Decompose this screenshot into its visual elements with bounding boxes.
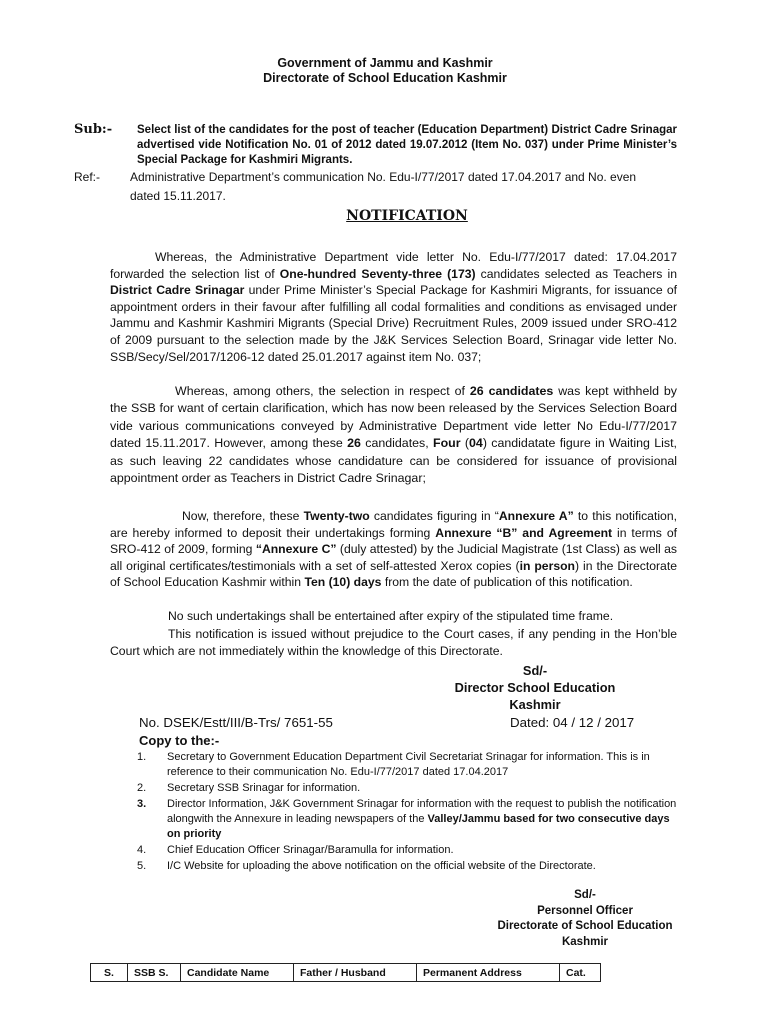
subject-text: Select list of the candidates for the post of teacher (Education Department) District Cadre Srinagar advertised vide Notification No. 01 of 2012 dated 19.07.2012 (Item No. 037) under Prime Minister’s Special Package for Kashmiri Migrants. [137,124,677,166]
table-header-row [91,964,601,982]
copy-to-list [137,750,682,875]
list-item: 5. I/C Website for uploading the above notification on the official website of the Directorate. [137,860,596,872]
signature-po-dept: Directorate of School Education [497,920,673,932]
annexure-table [90,963,601,982]
signature-director-place: Kashmir [509,697,561,712]
list-item: 4. Chief Education Officer Srinagar/Baramulla for information. [137,844,454,856]
table-header-cell: Cat. [560,964,601,982]
order-number: No. DSEK/Estt/III/B-Trs/ 7651-55 [139,715,333,730]
reference-label: Ref:- [74,170,101,184]
signature-director [420,662,650,713]
header-government: Government of Jammu and Kashmir [277,56,493,70]
table-header-cell: Permanent Address [417,964,560,982]
list-item: 3. Director Information, J&K Government Srinagar for information with the request to publish the notification alongwith the Annexure in leading newspapers of the Valley/Jammu based for two consecutive days on priority [137,798,677,840]
paragraph-2: Whereas, among others, the selection in respect of 26 candidates was kept withheld by the SSB for want of certain clarification, which has now been released by the Services Selection Board vide various communications conveyed by Administrative Department vide letter No Edu-I/77/2017 dated 15.11.2017. However, among these 26 candidates, Four (04) candidatate figure in Waiting List, as such leaving 22 candidates whose candidature can be considered for issuance of provisional appointment order as Teachers in District Cadre Srinagar; [110,384,677,486]
signature-po-title: Personnel Officer [537,904,633,917]
subject-label: Sub:- [74,122,113,137]
order-date: Dated: 04 / 12 / 2017 [510,715,635,730]
paragraph-1: Whereas, the Administrative Department vide letter No. Edu-I/77/2017 dated: 17.04.2017 forwarded the selection list of One-hundred Seventy-three (173) candidates selected as Teachers in District Cadre Srinagar under Prime Minister’s Special Package for Kashmiri Migrants, for issuance of appointment orders in their favour after fulfilling all codal formalities and conditions as envisaged under Jammu and Kashmir Kashmiri Migrants (Special Drive) Recruitment Rules, 2009 issued under SRO-412 of 2009 pursuant to the selection made by the J&K Services Selection Board, Srinagar vide letter No. SSB/Secy/Sel/2017/1206-12 dated 25.01.2017 against item No. 037; [110,250,677,364]
list-item: 1. Secretary to Government Education Department Civil Secretariat Srinagar for information. This is in reference to their communication No. Edu-I/77/2017 dated 17.04.2017 [137,751,650,778]
paragraph-4: No such undertakings shall be entertained after expiry of the stipulated time frame. [168,609,614,623]
signature-personnel-officer [470,888,700,950]
table-header-cell: S. [91,964,128,982]
table-header-cell: Father / Husband [294,964,417,982]
paragraph-3: Now, therefore, these Twenty-two candidates figuring in “Annexure A” to this notification, are hereby informed to deposit their undertakings forming Annexure “B” and Agreement in terms of SRO-412 of 2009, forming “Annexure C” (duly attested) by the Judicial Magistrate (1st Class) as well as all original certificates/testimonials with a set of self-attested Xerox copies (in person) in the Directorate of School Education Kashmir within Ten (10) days from the date of publication of this notification. [110,509,678,590]
list-item: 2. Secretary SSB Srinagar for information. [137,782,361,794]
signature-director-sd: Sd/- [522,663,548,678]
signature-po-place: Kashmir [561,935,609,948]
reference-line1: Administrative Department’s communication No. Edu-I/77/2017 dated 17.04.2017 and No. even [130,170,637,184]
table-header-cell: SSB S. [128,964,181,982]
copy-to-heading: Copy to the:- [139,733,220,748]
paragraph-5: This notification is issued without prejudice to the Court cases, if any pending in the Hon’ble Court which are not immediately within the knowledge of this Directorate. [110,627,677,658]
reference-line2: dated 15.11.2017. [130,189,226,203]
signature-po-sd: Sd/- [574,889,596,901]
header-directorate: Directorate of School Education Kashmir [263,71,507,85]
signature-director-title: Director School Education [454,680,616,695]
table-header-cell: Candidate Name [181,964,294,982]
notification-title: NOTIFICATION [346,208,468,224]
